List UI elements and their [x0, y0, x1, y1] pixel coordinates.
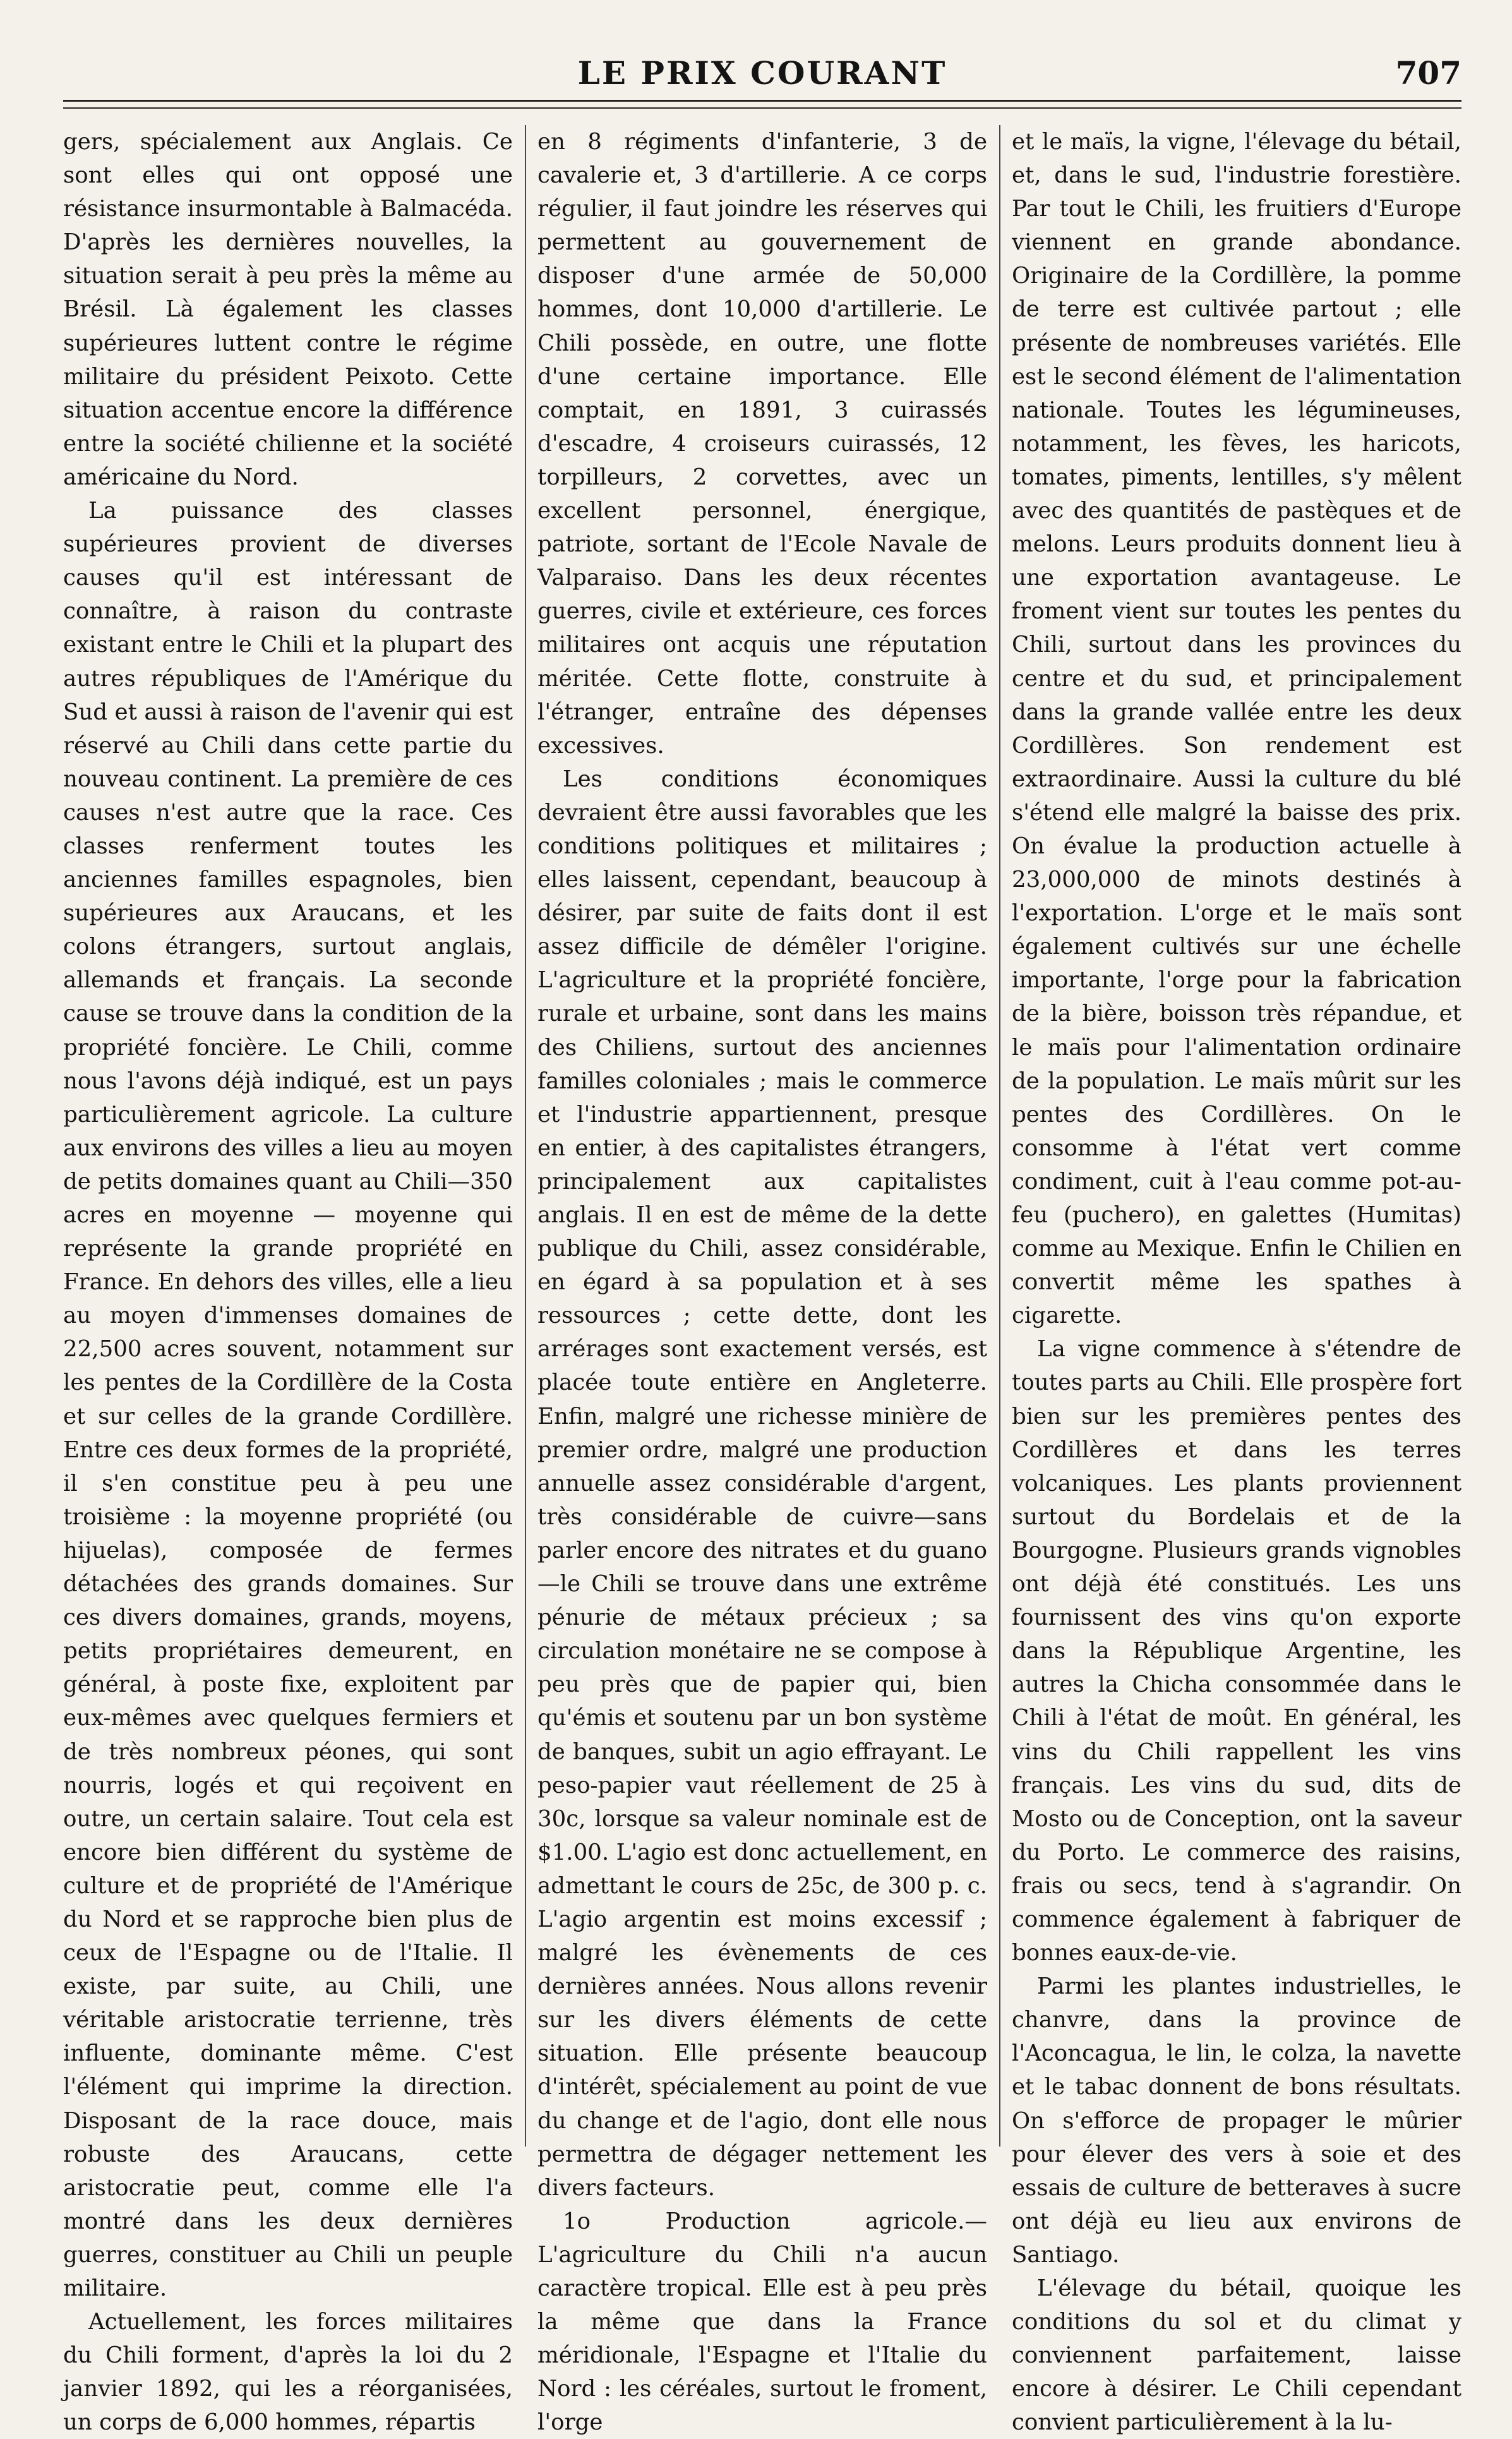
article-body	[63, 125, 1461, 2436]
paragraph: L'élevage du bétail, quoique les conditions du sol et du climat y conviennent parfaitement, laisse encore à désirer. Le Chili cependant convient particulièrement à la lu-	[1012, 2275, 1461, 2436]
header-rule-bottom	[63, 107, 1461, 109]
text-column-2	[537, 125, 987, 2436]
page-number: 707	[1395, 54, 1461, 92]
paragraph: Les conditions économiques devraient être aussi favorables que les conditions politiques et militaires ; elles laissent, cependant, beaucoup à désirer, par suite de faits dont il est assez difficile de démêler l'origine. L'agriculture et la propriété foncière, rurale et urbaine, sont dans les mains des Chiliens, surtout des anciennes familles coloniales ; mais le commerce et l'industrie appartiennent, presque en entier, à des capitalistes étrangers, principalement aux capitalistes anglais. Il en est de même de la dette publique du Chili, assez considérable, en égard à sa population et à ses ressources ; cette dette, dont les arrérages sont exactement versés, est placée toute entière en Angleterre. Enfin, malgré une richesse minière de premier ordre, malgré une production annuelle assez considérable d'argent, très considérable de cuivre—sans parler encore des nitrates et du guano—le Chili se trouve dans une extrême pénurie de métaux précieux ; sa circulation monétaire ne se compose à peu près que de papier qui, bien qu'émis et soutenu par un bon système de banques, subit un agio effrayant. Le peso-papier vaut réellement de 25 à 30c, lorsque sa valeur nominale est de $1.00. L'agio est donc actuellement, en admettant le cours de 25c, de 300 p. c. L'agio argentin est moins excessif ; malgré les évènements de ces dernières années. Nous allons revenir sur les divers éléments de cette situation. Elle présente beaucoup d'intérêt, spécialement au point de vue du change et de l'agio, dont elle nous permettra de dégager nettement les divers facteurs.	[537, 766, 987, 2201]
paragraph: 1o Production agricole.—L'agriculture du Chili n'a aucun caractère tropical. Elle est à peu près la même que dans la France méridionale, l'Espagne et l'Italie du Nord : les céréales, surtout le froment, l'orge	[537, 2208, 987, 2436]
text-column-1	[63, 125, 513, 2436]
page-header	[63, 52, 1461, 96]
header-rule-top	[63, 100, 1461, 102]
paragraph: Actuellement, les forces militaires du Chili forment, d'après la loi du 2 janvier 1892, qui les a réorganisées, un corps de 6,000 hommes, répartis	[63, 2309, 513, 2436]
text-column-3	[1012, 125, 1461, 2436]
paragraph: et le maïs, la vigne, l'élevage du bétail, et, dans le sud, l'industrie forestière. Par tout le Chili, les fruitiers d'Europe viennent en grande abondance. Originaire de la Cordillère, la pomme de terre est cultivée partout ; elle présente de nombreuses variétés. Elle est le second élément de l'alimentation nationale. Toutes les légumineuses, notamment, les fèves, les haricots, tomates, piments, lentilles, s'y mêlent avec des quantités de pastèques et de melons. Leurs produits donnent lieu à une exportation avantageuse. Le froment vient sur toutes les pentes du Chili, surtout dans les provinces du centre et du sud, et principalement dans la grande vallée entre les deux Cordillères. Son rendement est extraordinaire. Aussi la culture du blé s'étend elle malgré la baisse des prix. On évalue la production actuelle à 23,000,000 de minots destinés à l'exportation. L'orge et le maïs sont également cultivés sur une échelle importante, l'orge pour la fabrication de la bière, boisson très répandue, et le maïs pour l'alimentation ordinaire de la population. Le maïs mûrit sur les pentes des Cordillères. On le consomme à l'état vert comme condiment, cuit à l'eau comme pot-au-feu (puchero), en galettes (Humitas) comme au Mexique. Enfin le Chilien en convertit même les spathes à cigarette.	[1012, 129, 1461, 1329]
paragraph: Parmi les plantes industrielles, le chanvre, dans la province de l'Aconcagua, le lin, le colza, la navette et le tabac donnent de bons résultats. On s'efforce de propager le mûrier pour élever des vers à soie et des essais de culture de betteraves à sucre ont déjà eu lieu aux environs de Santiago.	[1012, 1973, 1461, 2268]
paragraph: La vigne commence à s'étendre de toutes parts au Chili. Elle prospère fort bien sur les premières pentes des Cordillères et dans les terres volcaniques. Les plants proviennent surtout du Bordelais et de la Bourgogne. Plusieurs grands vignobles ont déjà été constitués. Les uns fournissent des vins qu'on exporte dans la République Argentine, les autres la Chicha consommée dans le Chili à l'état de moût. En général, les vins du Chili rappellent les vins français. Les vins du sud, dits de Mosto ou de Conception, ont la saveur du Porto. Le commerce des raisins, frais ou secs, tend à s'agrandir. On commence également à fabriquer de bonnes eaux-de-vie.	[1012, 1336, 1461, 1966]
journal-title: LE PRIX COURANT	[577, 54, 947, 92]
paragraph: La puissance des classes supérieures provient de diverses causes qu'il est intéressant de connaître, à raison du contraste existant entre le Chili et la plupart des autres républiques de l'Amérique du Sud et aussi à raison de l'avenir qui est réservé au Chili dans cette partie du nouveau continent. La première de ces causes n'est autre que la race. Ces classes renferment toutes les anciennes familles espagnoles, bien supérieures aux Araucans, et les colons étrangers, surtout anglais, allemands et français. La seconde cause se trouve dans la condition de la propriété foncière. Le Chili, comme nous l'avons déjà indiqué, est un pays particulièrement agricole. La culture aux environs des villes a lieu au moyen de petits domaines quant au Chili—350 acres en moyenne — moyenne qui représente la grande propriété en France. En dehors des villes, elle a lieu au moyen d'immenses domaines de 22,500 acres souvent, notamment sur les pentes de la Cordillère de la Costa et sur celles de la grande Cordillère. Entre ces deux formes de la propriété, il s'en constitue peu à peu une troisième : la moyenne propriété (ou hijuelas), composée de fermes détachées des grands domaines. Sur ces divers domaines, grands, moyens, petits propriétaires demeurent, en général, à poste fixe, exploitent par eux-mêmes avec quelques fermiers et de très nombreux péones, qui sont nourris, logés et qui reçoivent en outre, un certain salaire. Tout cela est encore bien différent du système de culture et de propriété de l'Amérique du Nord et se rapproche bien plus de ceux de l'Espagne ou de l'Italie. Il existe, par suite, au Chili, une véritable aristocratie terrienne, très influente, dominante même. C'est l'élément qui imprime la direction. Disposant de la race douce, mais robuste des Araucans, cette aristocratie peut, comme elle l'a montré dans les deux dernières guerres, constituer au Chili un peuple militaire.	[63, 498, 513, 2301]
paragraph: en 8 régiments d'infanterie, 3 de cavalerie et, 3 d'artillerie. A ce corps régulier, il faut joindre les réserves qui permettent au gouvernement de disposer d'une armée de 50,000 hommes, dont 10,000 d'artillerie. Le Chili possède, en outre, une flotte d'une certaine importance. Elle comptait, en 1891, 3 cuirassés d'escadre, 4 croiseurs cuirassés, 12 torpilleurs, 2 corvettes, avec un excellent personnel, énergique, patriote, sortant de l'Ecole Navale de Valparaiso. Dans les deux récentes guerres, civile et extérieure, ces forces militaires ont acquis une réputation méritée. Cette flotte, construite à l'étranger, entraîne des dépenses excessives.	[537, 129, 987, 759]
paragraph: gers, spécialement aux Anglais. Ce sont elles qui ont opposé une résistance insurmontable à Balmacéda. D'après les dernières nouvelles, la situation serait à peu près la même au Brésil. Là également les classes supérieures luttent contre le régime militaire du président Peixoto. Cette situation accentue encore la différence entre la société chilienne et la société américaine du Nord.	[63, 129, 513, 490]
